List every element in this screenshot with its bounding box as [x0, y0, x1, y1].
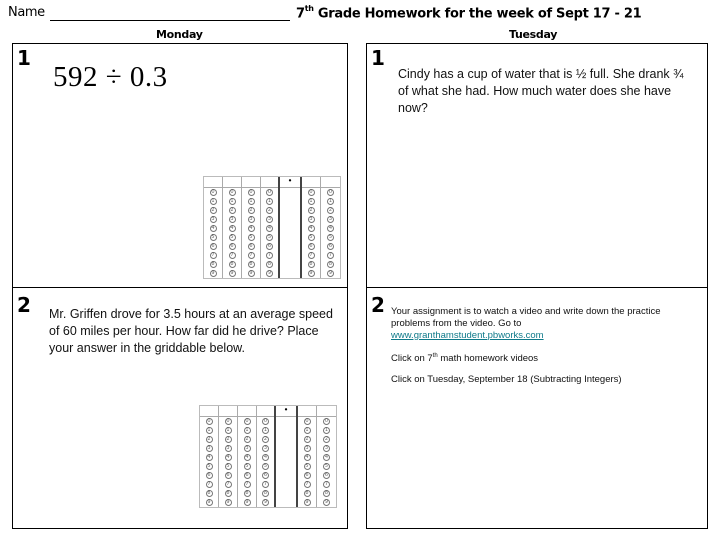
digit-bubble[interactable]: 8	[249, 261, 253, 267]
worksheet-header	[8, 4, 718, 24]
digit-bubble[interactable]: 7	[211, 252, 215, 258]
digit-bubble[interactable]: 5	[207, 463, 211, 469]
digit-bubble[interactable]: 5	[263, 463, 268, 469]
digit-bubble[interactable]: 8	[305, 490, 309, 496]
grid-digit-column[interactable]	[219, 406, 238, 507]
digit-bubble[interactable]: 5	[309, 234, 313, 240]
grid-entry-cell[interactable]: •	[280, 177, 300, 188]
digit-bubble[interactable]: 6	[211, 243, 215, 249]
grid-entry-cell[interactable]	[238, 406, 256, 417]
digit-bubble[interactable]: 7	[245, 481, 249, 487]
assignment-intro: Your assignment is to watch a video and write down the practice problems from the video. Go to	[391, 306, 661, 329]
digit-bubble[interactable]: 5	[328, 234, 333, 240]
digit-bubble[interactable]: 1	[230, 198, 234, 204]
digit-bubble[interactable]: 0	[211, 189, 215, 195]
digit-bubble[interactable]: 9	[207, 499, 211, 505]
grid-digit-column[interactable]	[261, 177, 280, 278]
digit-bubble[interactable]: 3	[230, 216, 234, 222]
digit-bubble[interactable]: 1	[245, 427, 249, 433]
digit-bubble[interactable]: 4	[305, 454, 309, 460]
digit-bubble[interactable]: 0	[245, 418, 249, 424]
digit-bubble[interactable]: 3	[309, 216, 313, 222]
digit-bubble[interactable]: 6	[305, 472, 309, 478]
digit-bubble	[276, 453, 296, 462]
digit-bubble[interactable]: 3	[324, 445, 329, 451]
digit-bubble[interactable]: 9	[211, 270, 215, 276]
digit-bubble[interactable]: 4	[230, 225, 234, 231]
problem-number: 2	[371, 293, 385, 317]
digit-bubble[interactable]: 5	[230, 234, 234, 240]
digit-bubble[interactable]: 3	[207, 445, 211, 451]
digit-bubble[interactable]: 8	[211, 261, 215, 267]
digit-bubble[interactable]: 3	[328, 216, 333, 222]
digit-bubble[interactable]: 8	[230, 261, 234, 267]
digit-bubble[interactable]: 0	[305, 418, 309, 424]
grid-digit-column[interactable]	[298, 406, 317, 507]
digit-bubble[interactable]: 2	[305, 436, 309, 442]
digit-bubble[interactable]: 2	[324, 436, 329, 442]
grid-entry-cell[interactable]	[321, 177, 340, 188]
problem-number: 1	[371, 46, 385, 70]
digit-bubble[interactable]: 5	[305, 463, 309, 469]
digit-bubble[interactable]: 7	[263, 481, 268, 487]
digit-bubble	[280, 215, 300, 224]
digit-bubble[interactable]: 8	[309, 261, 313, 267]
digit-bubble[interactable]: 8	[324, 490, 329, 496]
digit-bubble[interactable]: 6	[230, 243, 234, 249]
digit-bubble[interactable]: 5	[211, 234, 215, 240]
instruction-step-2: Click on Tuesday, September 18 (Subtracting Integers)	[391, 374, 622, 386]
digit-bubble	[276, 462, 296, 471]
digit-bubble[interactable]: 6	[249, 243, 253, 249]
digit-bubble	[276, 489, 296, 498]
division-expression: 592 ÷ 0.3	[53, 61, 168, 93]
grid-digit-column[interactable]	[204, 177, 223, 278]
digit-bubble[interactable]: 8	[226, 490, 230, 496]
digit-bubble[interactable]: 7	[230, 252, 234, 258]
digit-bubble[interactable]: 8	[263, 490, 268, 496]
digit-bubble[interactable]: 5	[267, 234, 272, 240]
grid-decimal-column[interactable]	[276, 406, 298, 507]
digit-bubble[interactable]: 6	[324, 472, 329, 478]
digit-bubble[interactable]: 2	[207, 436, 211, 442]
grid-digit-column[interactable]	[242, 177, 261, 278]
monday-problem-2-box	[12, 287, 348, 529]
digit-bubble[interactable]: 1	[249, 198, 253, 204]
digit-bubble[interactable]: 5	[324, 463, 329, 469]
digit-bubble[interactable]: 9	[305, 499, 309, 505]
digit-bubble[interactable]: 1	[309, 198, 313, 204]
digit-bubble[interactable]: 6	[263, 472, 268, 478]
grid-entry-cell[interactable]	[261, 177, 278, 188]
digit-bubble[interactable]: 9	[230, 270, 234, 276]
digit-bubble	[280, 233, 300, 242]
digit-bubble[interactable]: 4	[226, 454, 230, 460]
digit-bubble[interactable]: 7	[324, 481, 329, 487]
digit-bubble[interactable]: 6	[309, 243, 313, 249]
digit-bubble[interactable]: 9	[328, 270, 333, 276]
digit-bubble[interactable]: 9	[267, 270, 272, 276]
day-label-tuesday: Tuesday	[509, 28, 558, 41]
grid-entry-cell[interactable]	[317, 406, 336, 417]
digit-bubble[interactable]: 0	[263, 418, 268, 424]
grid-entry-cell[interactable]	[298, 406, 316, 417]
grid-entry-cell[interactable]	[257, 406, 274, 417]
digit-bubble[interactable]: 4	[207, 454, 211, 460]
digit-bubble[interactable]: 3	[211, 216, 215, 222]
grid-digit-column[interactable]	[200, 406, 219, 507]
digit-bubble[interactable]: 1	[211, 198, 215, 204]
digit-bubble[interactable]: 3	[226, 445, 230, 451]
grid-entry-cell[interactable]	[200, 406, 218, 417]
digit-bubble[interactable]: 2	[249, 207, 253, 213]
name-label: Name	[8, 5, 45, 20]
digit-bubble[interactable]: 9	[249, 270, 253, 276]
digit-bubble	[276, 435, 296, 444]
griddable-answer-grid[interactable]	[199, 405, 337, 508]
assignment-instructions	[391, 306, 691, 395]
tuesday-problem-1-box	[366, 43, 708, 288]
grid-entry-cell[interactable]: •	[276, 406, 296, 417]
digit-bubble	[276, 426, 296, 435]
digit-bubble[interactable]: 0	[267, 189, 272, 195]
digit-bubble[interactable]: 2	[211, 207, 215, 213]
grid-entry-cell[interactable]	[223, 177, 241, 188]
griddable-answer-grid[interactable]	[203, 176, 341, 279]
problem-number: 2	[17, 293, 31, 317]
grid-entry-cell[interactable]	[242, 177, 260, 188]
digit-bubble	[276, 480, 296, 489]
digit-bubble[interactable]: 8	[267, 261, 272, 267]
digit-bubble[interactable]: 2	[263, 436, 268, 442]
instruction-step-1: Click on 7th math homework videos	[391, 353, 539, 365]
digit-bubble[interactable]: 1	[207, 427, 211, 433]
digit-bubble	[280, 197, 300, 206]
digit-bubble[interactable]: 2	[245, 436, 249, 442]
digit-bubble[interactable]: 1	[324, 427, 329, 433]
worksheet-title: 7th Grade Homework for the week of Sept 17 - 21	[296, 4, 642, 22]
digit-bubble[interactable]: 6	[207, 472, 211, 478]
digit-bubble[interactable]: 4	[263, 454, 268, 460]
digit-bubble[interactable]: 0	[207, 418, 211, 424]
digit-bubble[interactable]: 8	[207, 490, 211, 496]
digit-bubble[interactable]: 0	[230, 189, 234, 195]
digit-bubble[interactable]: 7	[267, 252, 272, 258]
digit-bubble[interactable]: 9	[226, 499, 230, 505]
digit-bubble[interactable]: 3	[267, 216, 272, 222]
digit-bubble[interactable]: 5	[245, 463, 249, 469]
digit-bubble[interactable]: 3	[245, 445, 249, 451]
digit-bubble[interactable]: 7	[309, 252, 313, 258]
digit-bubble[interactable]: 2	[328, 207, 333, 213]
problem-text: Cindy has a cup of water that is ½ full. She drank ¾ of what she had. How much water does she have now?	[398, 67, 684, 115]
digit-bubble[interactable]: 2	[309, 207, 313, 213]
grid-digit-column[interactable]	[317, 406, 336, 507]
grid-digit-column[interactable]	[223, 177, 242, 278]
digit-bubble[interactable]: 3	[263, 445, 268, 451]
digit-bubble[interactable]: 9	[309, 270, 313, 276]
grid-digit-column[interactable]	[257, 406, 276, 507]
digit-bubble	[280, 260, 300, 269]
digit-bubble[interactable]: 8	[245, 490, 249, 496]
grid-digit-column[interactable]	[302, 177, 321, 278]
digit-bubble[interactable]: 1	[267, 198, 272, 204]
digit-bubble[interactable]: 9	[245, 499, 249, 505]
digit-bubble[interactable]: 2	[267, 207, 272, 213]
digit-bubble[interactable]: 7	[249, 252, 253, 258]
digit-bubble[interactable]: 6	[226, 472, 230, 478]
digit-bubble[interactable]: 4	[328, 225, 333, 231]
grid-entry-cell[interactable]	[219, 406, 237, 417]
digit-bubble[interactable]: 6	[328, 243, 333, 249]
digit-bubble[interactable]: 4	[324, 454, 329, 460]
digit-bubble[interactable]: 9	[324, 499, 329, 505]
digit-bubble[interactable]: 1	[263, 427, 268, 433]
digit-bubble[interactable]: 0	[249, 189, 253, 195]
digit-bubble[interactable]: 5	[249, 234, 253, 240]
digit-bubble[interactable]: 0	[324, 418, 329, 424]
digit-bubble[interactable]: 1	[305, 427, 309, 433]
homework-site-link[interactable]: www.granthamstudent.pbworks.com	[391, 330, 544, 341]
digit-bubble	[276, 417, 296, 426]
digit-bubble[interactable]: 7	[207, 481, 211, 487]
digit-bubble[interactable]: 4	[211, 225, 215, 231]
grid-digit-column[interactable]	[238, 406, 257, 507]
digit-bubble[interactable]: 1	[226, 427, 230, 433]
digit-bubble[interactable]: 0	[309, 189, 313, 195]
problem-text: Mr. Griffen drove for 3.5 hours at an average speed of 60 miles per hour. How far did he drive? Place your answer in the griddable below.	[49, 307, 333, 355]
grid-entry-cell[interactable]	[204, 177, 222, 188]
digit-bubble[interactable]: 0	[328, 189, 333, 195]
grid-entry-cell[interactable]	[302, 177, 320, 188]
grid-digit-column[interactable]	[321, 177, 340, 278]
digit-bubble	[280, 206, 300, 215]
digit-bubble[interactable]: 7	[305, 481, 309, 487]
digit-bubble[interactable]: 2	[230, 207, 234, 213]
digit-bubble	[276, 444, 296, 453]
day-label-monday: Monday	[156, 28, 203, 41]
digit-bubble	[276, 471, 296, 480]
digit-bubble[interactable]: 3	[249, 216, 253, 222]
digit-bubble[interactable]: 2	[226, 436, 230, 442]
digit-bubble[interactable]: 8	[328, 261, 333, 267]
tuesday-problem-2-box	[366, 287, 708, 529]
digit-bubble[interactable]: 0	[226, 418, 230, 424]
name-blank-line[interactable]	[50, 20, 290, 21]
digit-bubble[interactable]: 7	[328, 252, 333, 258]
digit-bubble[interactable]: 6	[245, 472, 249, 478]
digit-bubble[interactable]: 4	[249, 225, 253, 231]
digit-bubble[interactable]: 5	[226, 463, 230, 469]
digit-bubble	[280, 269, 300, 278]
grid-decimal-column[interactable]	[280, 177, 302, 278]
monday-problem-1-box	[12, 43, 348, 288]
digit-bubble[interactable]: 1	[328, 198, 333, 204]
digit-bubble	[280, 188, 300, 197]
digit-bubble[interactable]: 4	[309, 225, 313, 231]
digit-bubble	[280, 224, 300, 233]
digit-bubble[interactable]: 6	[267, 243, 272, 249]
digit-bubble[interactable]: 4	[267, 225, 272, 231]
digit-bubble[interactable]: 7	[226, 481, 230, 487]
problem-number: 1	[17, 46, 31, 70]
digit-bubble	[280, 242, 300, 251]
digit-bubble[interactable]: 9	[263, 499, 268, 505]
digit-bubble[interactable]: 4	[245, 454, 249, 460]
digit-bubble	[276, 498, 296, 507]
digit-bubble[interactable]: 3	[305, 445, 309, 451]
digit-bubble	[280, 251, 300, 260]
